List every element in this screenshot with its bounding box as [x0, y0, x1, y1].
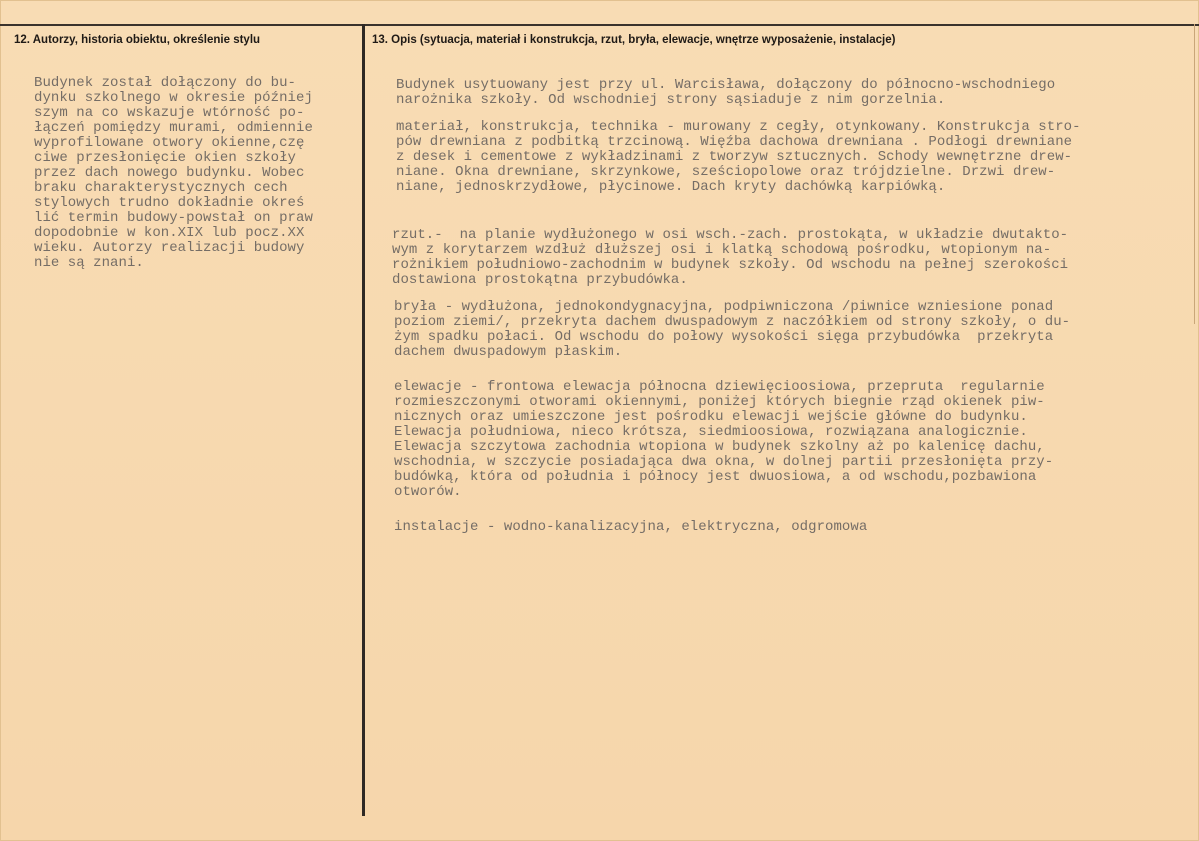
mass-paragraph: bryła - wydłużona, jednokondygnacyjna, podpiwniczona /piwnice wzniesione ponad poziom ziemi/, przekryta dachem dwuspadowym z naczółkiem od strony szkoły, o du- żym spadku połaci. Od wschodu do połowy wysokości sięga przybudówka przekryta dachem dwuspadowym płaskim. — [394, 299, 1071, 360]
elevations-paragraph: elewacje - frontowa elewacja północna dziewięcioosiowa, przepruta regularnie rozmieszczonymi otworami okiennymi, poniżej których biegnie rząd okienek piw- nicznych oraz umieszczone jest pośrodku elewacji wejście główne do budynku. Elewacja południowa, nieco krótsza, siedmioosiowa, rozwiązana analogicznie. Elewacja szczytowa zachodnia wtopiona w budynek szkolny aż po kalenicę dachu, wschodnia, w szczycie posiadająca dwa okna, w dolnej partii przesłonięta przy- budówką, która od południa i północy jest dwuosiowa, a od wschodu,pozbawiona otworów. — [394, 379, 1054, 500]
section-12-text: Budynek został dołączony do bu- dynku szkolnego w okresie później szym na co wskazuje wtórność po- łączeń pomiędzy murami, odmiennie wyprofilowane otwory okienne,czę ciwe przesłonięcie okien szkoły przez dach nowego budynku. Wobec braku charakterystycznych cech stylowych trudno dokładnie okreś lić termin budowy-powstał on praw dopodobnie w kon.XIX lub pocz.XX wieku. Autorzy realizacji budowy nie są znani. — [34, 75, 313, 271]
right-edge-line — [1194, 24, 1195, 324]
section-12-heading: 12. Autorzy, historia obiektu, określenie stylu — [14, 34, 261, 46]
situation-paragraph: Budynek usytuowany jest przy ul. Warcisława, dołączony do północno-wschodniego narożnika szkoły. Od wschodniej strony sąsiaduje z nim gorzelnia. — [396, 77, 1056, 108]
material-paragraph: materiał, konstrukcja, technika - murowany z cegły, otynkowany. Konstrukcja stro- pów drewniana z podbitką trzcinową. Więźba dachowa drewniana . Podłogi drewniane z desek i cementowe z wykładzinami z tworzyw sztucznych. Schody wewnętrzne drew- niane. Okna drewniane, skrzynkowe, sześciopolowe oraz trójdzielne. Drzwi drew- niane, jednoskrzydłowe, płycinowe. Dach kryty dachówką karpiówką. — [396, 119, 1081, 195]
section-13-heading: 13. Opis (sytuacja, materiał i konstrukcja, rzut, bryła, elewacje, wnętrze wyposażenie, instalacje) — [372, 34, 896, 46]
top-rule — [0, 24, 1199, 26]
plan-paragraph: rzut.- na planie wydłużonego w osi wsch.-zach. prostokąta, w układzie dwutakto- wym z korytarzem wzdłuż dłuższej osi i klatką schodową pośrodku, wtopionym na- rożnikiem południowo-zachodnim w budynek szkoły. Od wschodu na pełnej szerokości dostawiona prostokątna przybudówka. — [392, 227, 1069, 288]
installations-paragraph: instalacje - wodno-kanalizacyjna, elektryczna, odgromowa — [394, 519, 868, 535]
column-divider — [362, 24, 365, 816]
